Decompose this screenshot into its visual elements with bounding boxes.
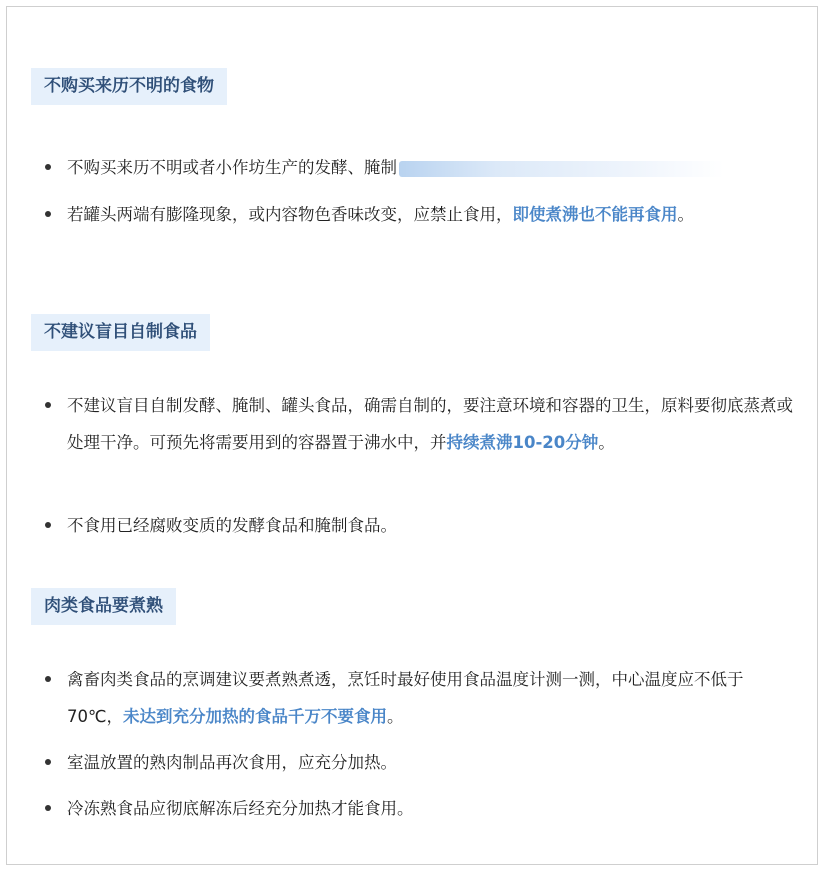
list-item [45, 790, 795, 827]
bullet-icon [45, 522, 51, 528]
list-item-text: 不购买来历不明或者小作坊生产的发酵、腌制 [67, 149, 795, 186]
bullet-icon [45, 759, 51, 765]
highlight-text: 即使煮沸也不能再食用 [512, 205, 678, 224]
list-item [45, 387, 795, 461]
list-item-text: 室温放置的熟肉制品再次食用，应充分加热。 [67, 753, 397, 772]
list-item [45, 507, 795, 544]
redacted-text-icon [399, 161, 724, 177]
list-item-text: 不食用已经腐败变质的发酵食品和腌制食品。 [67, 516, 397, 535]
bullet-icon [45, 211, 51, 217]
list-item [45, 744, 795, 781]
list-item [45, 661, 795, 735]
list-item-text: 不建议盲目自制发酵、腌制、罐头食品，确需自制的，要注意环境和容器的卫生，原料要彻底蒸煮或处理干净。可预先将需要用到的容器置于沸水中，并持续煮沸10-20分钟。 [67, 396, 793, 452]
bullet-icon [45, 805, 51, 811]
list-item [45, 149, 795, 186]
highlight-text: 持续煮沸10-20分钟 [446, 433, 599, 452]
section-heading: 不购买来历不明的食物 [31, 68, 227, 105]
list-item-text: 禽畜肉类食品的烹调建议要煮熟煮透，烹饪时最好使用食品温度计测一测，中心温度应不低于70℃，未达到充分加热的食品千万不要食用。 [67, 670, 744, 726]
bullet-icon [45, 402, 51, 408]
highlight-text: 未达到充分加热的食品千万不要食用 [123, 707, 388, 726]
bullet-icon [45, 164, 51, 170]
section-heading: 肉类食品要煮熟 [31, 588, 176, 625]
list-item [45, 196, 795, 233]
list-item-text: 冷冻熟食品应彻底解冻后经充分加热才能食用。 [67, 799, 414, 818]
bullet-icon [45, 676, 51, 682]
list-item-text: 若罐头两端有膨隆现象，或内容物色香味改变，应禁止食用，即使煮沸也不能再食用。 [67, 205, 694, 224]
section-heading: 不建议盲目自制食品 [31, 314, 210, 351]
